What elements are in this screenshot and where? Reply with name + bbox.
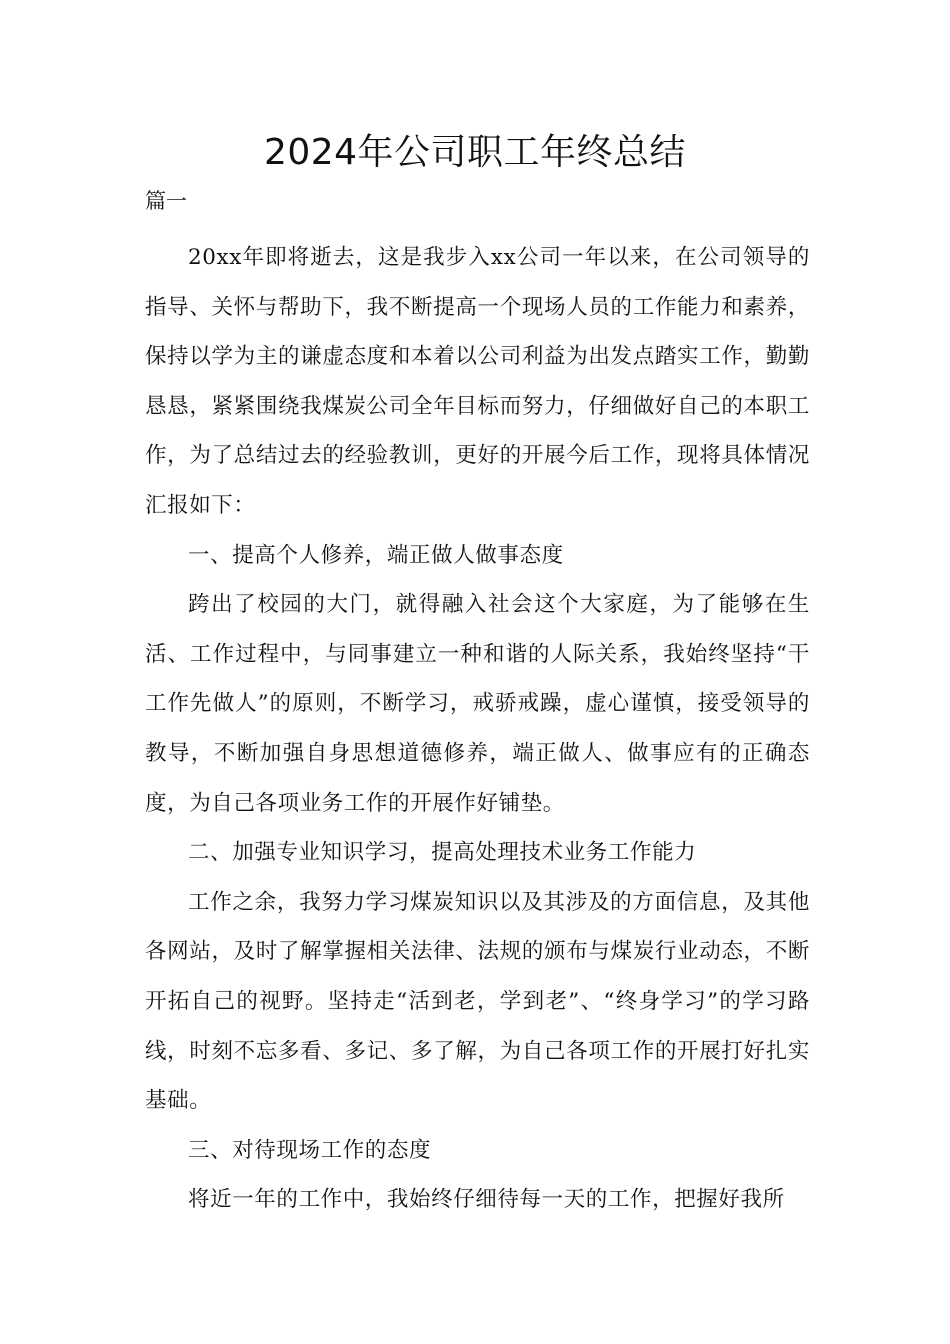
paragraph-1: 跨出了校园的大门，就得融入社会这个大家庭，为了能够在生活、工作过程中，与同事建立一种和谐的人际关系，我始终坚持“干工作先做人”的原则，不断学习，戒骄戒躁，虚心谨慎，接受领导的教导，不断加强自身思想道德修养，端正做人、做事应有的正确态度，为自己各项业务工作的开展作好铺垫。 [145,592,810,816]
heading-3: 三、对待现场工作的态度 [188,1137,432,1163]
heading-2: 二、加强专业知识学习，提高处理技术业务工作能力 [188,840,697,866]
paragraph-2: 工作之余，我努力学习煤炭知识以及其涉及的方面信息，及其他各网站，及时了解掌握相关法律、法规的颁布与煤炭行业动态，不断开拓自己的视野。坚持走“活到老，学到老”、“终身学习”的学习路线，时刻不忘多看、多记、多了解，为自己各项工作的开展打好扎实基础。 [145,889,810,1114]
document-body [145,233,810,1225]
document-title: 2024年公司职工年终总结 [263,132,687,173]
section-label: 篇一 [145,189,187,213]
intro-paragraph: 20xx年即将逝去，这是我步入xx公司一年以来，在公司领导的指导、关怀与帮助下，我不断提高一个现场人员的工作能力和素养，保持以学为主的谦虚态度和本着以公司利益为出发点踏实工作，勤勤恳恳，紧紧围绕我煤炭公司全年目标而努力，仔细做好自己的本职工作，为了总结过去的经验教训，更好的开展今后工作，现将具体情况汇报如下： [145,245,810,518]
paragraph-3: 将近一年的工作中，我始终仔细待每一天的工作，把握好我所 [188,1187,785,1213]
heading-1: 一、提高个人修养，端正做人做事态度 [188,542,564,568]
